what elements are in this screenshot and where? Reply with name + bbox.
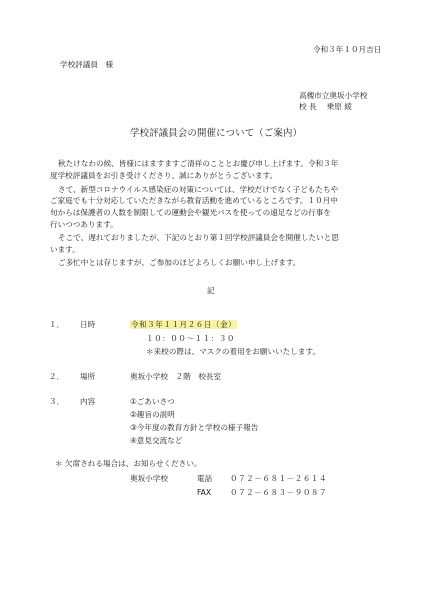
content-list-item: ②趣旨の説明 xyxy=(130,410,175,419)
content-list-item: ①ごあいさつ xyxy=(130,397,175,406)
absence-notice: ＊ 欠席される場合は、お知らせください。 xyxy=(55,459,202,468)
sender-school: 高槻市立奥坂小学校 xyxy=(299,91,368,100)
contact-school: 奥坂小学校 xyxy=(130,474,168,483)
body-line-4: ご家庭でも十分対応していただきながら教育活動を進めているところです。１０月中 xyxy=(50,196,338,205)
document-title: 学校評議員会の開催について（ご案内） xyxy=(130,128,303,139)
recipient: 学校評議員 様 xyxy=(60,60,114,69)
item-content-number: ３． xyxy=(49,397,65,406)
item-place-label: 場所 xyxy=(80,372,96,381)
item-date-time: １０：００～１１：３０ xyxy=(146,334,236,343)
item-date-label: 日時 xyxy=(80,320,96,329)
body-line-2: 度学校評議員をお引き受けくださり、誠にありがとうございます。 xyxy=(50,171,278,180)
body-line-8: います。 xyxy=(50,245,80,254)
body-line-5: 旬からは保護者の人数を制限しての運動会や観光バスを使っての遠足などの行事を xyxy=(50,208,331,217)
tel-number: ０７２－６８１－２６１４ xyxy=(230,474,328,483)
sender-principal: 校 長 乗原 綾 xyxy=(299,102,352,111)
item-date-note: ＊来校の際は、マスクの着用をお願いいたします。 xyxy=(146,347,321,356)
ki-heading: 記 xyxy=(207,286,215,295)
content-list-item: ③今年度の教育方針と学校の様子報告 xyxy=(130,423,259,432)
item-place-number: ２． xyxy=(49,372,65,381)
body-line-3: さて、新型コロナウイルス感染症の対策については、学校だけでなく子どもたちや xyxy=(58,185,339,194)
content-list-item: ④意見交流など xyxy=(130,436,183,445)
item-place-value: 奥坂小学校 ２階 校長室 xyxy=(130,372,222,381)
tel-label: 電話 xyxy=(197,474,213,483)
body-line-9: ご多忙中とは存じますが、ご参加のほどよろしくお願い申し上げます。 xyxy=(58,258,301,267)
date-highlight: 令和３年１１月２６日（金） xyxy=(131,320,237,329)
body-line-6: 行いつつあります。 xyxy=(50,220,118,229)
body-line-1: 秋たけなわの候、皆様にはますますご清祥のこととお慶び申し上げます。令和３年 xyxy=(58,159,339,168)
fax-number: ０７２－６８３－９０８７ xyxy=(230,488,328,497)
item-date-value xyxy=(130,320,237,330)
issue-date: 令和３年１０月吉日 xyxy=(313,45,382,54)
body-line-7: そこで、遅れておりましたが、下記のとおり第１回学校評議員会を開催したいと思 xyxy=(58,233,339,242)
item-content-label: 内容 xyxy=(80,397,96,406)
fax-label: FAX xyxy=(197,488,212,497)
item-date-number: １． xyxy=(49,320,65,329)
